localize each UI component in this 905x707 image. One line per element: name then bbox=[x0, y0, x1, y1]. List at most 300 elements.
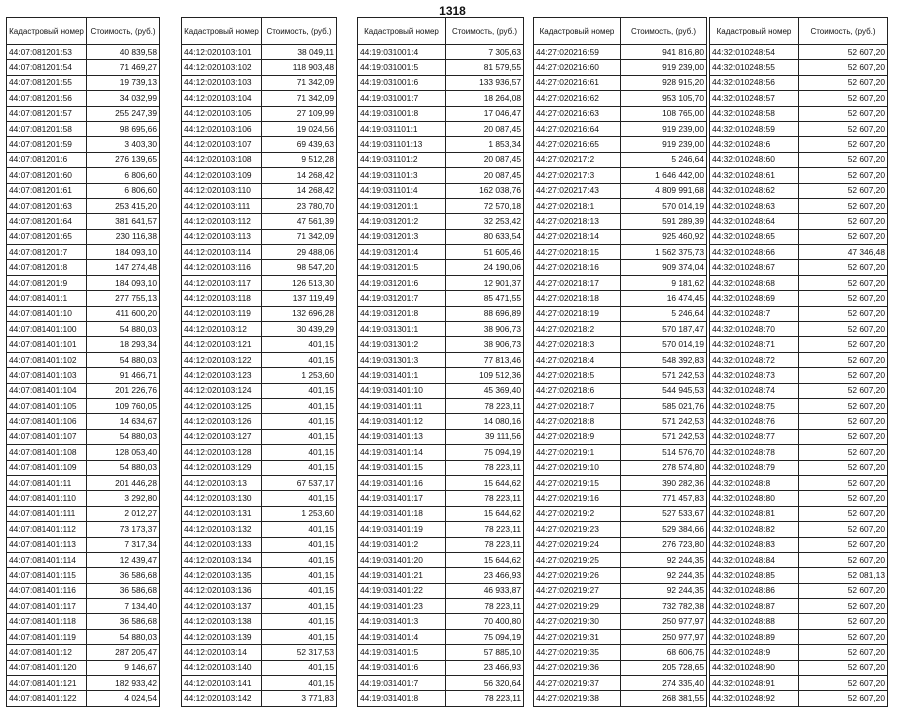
table-row bbox=[710, 398, 888, 413]
cost-cell: 250 977,97 bbox=[621, 614, 707, 629]
cost-cell: 98 695,66 bbox=[87, 121, 160, 136]
cadastral-number-cell: 44:07:081201:57 bbox=[7, 106, 87, 121]
table-row bbox=[710, 183, 888, 198]
cadastral-number-cell: 44:19:031401:19 bbox=[358, 522, 446, 537]
table-row bbox=[710, 660, 888, 675]
cadastral-number-cell: 44:19:031401:8 bbox=[358, 691, 446, 706]
cadastral-number-cell: 44:19:031001:6 bbox=[358, 75, 446, 90]
cadastral-number-cell: 44:12:020103:141 bbox=[182, 676, 262, 691]
cadastral-number-cell: 44:07:081401:109 bbox=[7, 460, 87, 475]
table-row bbox=[710, 106, 888, 121]
table-row bbox=[710, 645, 888, 660]
cadastral-number-cell: 44:07:081401:101 bbox=[7, 337, 87, 352]
cadastral-number-cell: 44:19:031401:18 bbox=[358, 506, 446, 521]
cadastral-number-cell: 44:32:010248:65 bbox=[710, 229, 799, 244]
table-row bbox=[358, 599, 524, 614]
cost-cell: 1 853,34 bbox=[446, 137, 524, 152]
cost-cell: 276 139,65 bbox=[87, 152, 160, 167]
cadastral-number-cell: 44:27:020216:65 bbox=[534, 137, 621, 152]
cadastral-number-cell: 44:27:020216:59 bbox=[534, 45, 621, 60]
cadastral-number-cell: 44:27:020218:9 bbox=[534, 429, 621, 444]
cadastral-number-cell: 44:19:031201:7 bbox=[358, 291, 446, 306]
header-cost: Стоимость, (руб.) bbox=[446, 18, 524, 45]
cost-cell: 71 342,09 bbox=[262, 91, 337, 106]
table-row bbox=[7, 198, 160, 213]
cost-cell: 109 760,05 bbox=[87, 398, 160, 413]
cost-cell: 52 607,20 bbox=[799, 168, 888, 183]
cost-cell: 277 755,13 bbox=[87, 291, 160, 306]
cost-cell: 38 906,73 bbox=[446, 322, 524, 337]
cost-cell: 1 253,60 bbox=[262, 506, 337, 521]
cost-cell: 52 607,20 bbox=[799, 460, 888, 475]
table-row bbox=[534, 337, 707, 352]
cost-cell: 1 562 375,73 bbox=[621, 245, 707, 260]
cadastral-number-cell: 44:27:020216:61 bbox=[534, 75, 621, 90]
cadastral-number-cell: 44:27:020217:43 bbox=[534, 183, 621, 198]
cadastral-number-cell: 44:27:020216:63 bbox=[534, 106, 621, 121]
cadastral-number-cell: 44:12:020103:124 bbox=[182, 383, 262, 398]
table-row bbox=[358, 414, 524, 429]
cost-cell: 133 936,57 bbox=[446, 75, 524, 90]
cadastral-number-cell: 44:12:020103:12 bbox=[182, 322, 262, 337]
cost-cell: 401,15 bbox=[262, 352, 337, 367]
cost-cell: 98 547,20 bbox=[262, 260, 337, 275]
cadastral-number-cell: 44:32:010248:79 bbox=[710, 460, 799, 475]
cost-cell: 39 111,56 bbox=[446, 429, 524, 444]
cadastral-number-cell: 44:32:010248:72 bbox=[710, 352, 799, 367]
table-row bbox=[710, 260, 888, 275]
header-cadastral-number: Кадастровый номер bbox=[7, 18, 87, 45]
cadastral-number-cell: 44:07:081401:112 bbox=[7, 522, 87, 537]
cost-cell: 52 607,20 bbox=[799, 229, 888, 244]
table-row bbox=[182, 568, 337, 583]
cost-cell: 925 460,92 bbox=[621, 229, 707, 244]
cadastral-number-cell: 44:27:020218:6 bbox=[534, 383, 621, 398]
table-row bbox=[534, 522, 707, 537]
table-row bbox=[358, 429, 524, 444]
cost-cell: 23 466,93 bbox=[446, 568, 524, 583]
table-row bbox=[358, 660, 524, 675]
table-row bbox=[182, 445, 337, 460]
cost-cell: 52 607,20 bbox=[799, 260, 888, 275]
cadastral-number-cell: 44:07:081201:6 bbox=[7, 152, 87, 167]
table-row bbox=[7, 691, 160, 706]
table-row bbox=[182, 137, 337, 152]
table-row bbox=[358, 337, 524, 352]
cost-cell: 14 268,42 bbox=[262, 183, 337, 198]
table-row bbox=[7, 245, 160, 260]
cadastral-number-cell: 44:32:010248:90 bbox=[710, 660, 799, 675]
table-row bbox=[534, 106, 707, 121]
cadastral-number-cell: 44:19:031201:5 bbox=[358, 260, 446, 275]
cost-cell: 5 246,64 bbox=[621, 306, 707, 321]
cadastral-number-cell: 44:12:020103:14 bbox=[182, 645, 262, 660]
cost-cell: 23 780,70 bbox=[262, 198, 337, 213]
cadastral-number-cell: 44:19:031101:3 bbox=[358, 168, 446, 183]
cadastral-number-cell: 44:12:020103:138 bbox=[182, 614, 262, 629]
cadastral-number-cell: 44:32:010248:63 bbox=[710, 198, 799, 213]
cadastral-number-cell: 44:07:081401:111 bbox=[7, 506, 87, 521]
cost-cell: 14 080,16 bbox=[446, 414, 524, 429]
table-row bbox=[182, 491, 337, 506]
table-row bbox=[710, 152, 888, 167]
cost-cell: 67 537,17 bbox=[262, 475, 337, 490]
table-row bbox=[534, 414, 707, 429]
cost-cell: 255 247,39 bbox=[87, 106, 160, 121]
cost-cell: 3 771,83 bbox=[262, 691, 337, 706]
cadastral-number-cell: 44:32:010248:74 bbox=[710, 383, 799, 398]
cadastral-number-cell: 44:19:031401:7 bbox=[358, 676, 446, 691]
cadastral-number-cell: 44:27:020219:36 bbox=[534, 660, 621, 675]
cadastral-number-cell: 44:19:031101:4 bbox=[358, 183, 446, 198]
cost-cell: 108 765,00 bbox=[621, 106, 707, 121]
cadastral-number-cell: 44:27:020219:27 bbox=[534, 583, 621, 598]
table-row bbox=[534, 91, 707, 106]
cost-cell: 401,15 bbox=[262, 552, 337, 567]
cost-cell: 92 244,35 bbox=[621, 552, 707, 567]
cost-cell: 52 607,20 bbox=[799, 137, 888, 152]
table-row bbox=[182, 429, 337, 444]
table-row bbox=[358, 45, 524, 60]
cost-cell: 230 116,38 bbox=[87, 229, 160, 244]
cadastral-number-cell: 44:07:081401:120 bbox=[7, 660, 87, 675]
cost-cell: 401,15 bbox=[262, 522, 337, 537]
table-row bbox=[7, 398, 160, 413]
cadastral-number-cell: 44:07:081401:102 bbox=[7, 352, 87, 367]
cost-cell: 9 146,67 bbox=[87, 660, 160, 675]
cost-cell: 5 246,64 bbox=[621, 152, 707, 167]
cost-cell: 6 806,60 bbox=[87, 168, 160, 183]
cost-cell: 78 223,11 bbox=[446, 460, 524, 475]
table-row bbox=[182, 275, 337, 290]
cost-cell: 52 317,53 bbox=[262, 645, 337, 660]
table-row bbox=[534, 75, 707, 90]
cadastral-number-cell: 44:32:010248:64 bbox=[710, 214, 799, 229]
cost-cell: 46 933,87 bbox=[446, 583, 524, 598]
cadastral-number-cell: 44:32:010248:81 bbox=[710, 506, 799, 521]
table-row bbox=[182, 229, 337, 244]
table-row bbox=[7, 506, 160, 521]
cadastral-number-cell: 44:32:010248:75 bbox=[710, 398, 799, 413]
table-row bbox=[7, 368, 160, 383]
header-cost: Стоимость, (руб.) bbox=[799, 18, 888, 45]
cost-cell: 909 374,04 bbox=[621, 260, 707, 275]
cadastral-number-cell: 44:32:010248:59 bbox=[710, 121, 799, 136]
cadastral-number-cell: 44:19:031101:1 bbox=[358, 121, 446, 136]
cadastral-number-cell: 44:32:010248:84 bbox=[710, 552, 799, 567]
table-row bbox=[534, 291, 707, 306]
cadastral-number-cell: 44:27:020217:3 bbox=[534, 168, 621, 183]
cost-cell: 147 274,48 bbox=[87, 260, 160, 275]
cost-cell: 201 446,28 bbox=[87, 475, 160, 490]
cost-cell: 30 439,29 bbox=[262, 322, 337, 337]
table-row bbox=[710, 60, 888, 75]
table-row bbox=[534, 198, 707, 213]
table-row bbox=[534, 491, 707, 506]
table-row bbox=[534, 475, 707, 490]
table-row bbox=[534, 260, 707, 275]
cadastral-number-cell: 44:12:020103:127 bbox=[182, 429, 262, 444]
cadastral-number-cell: 44:19:031201:4 bbox=[358, 245, 446, 260]
cost-cell: 401,15 bbox=[262, 383, 337, 398]
cost-cell: 38 906,73 bbox=[446, 337, 524, 352]
table-row bbox=[182, 599, 337, 614]
table-row bbox=[7, 475, 160, 490]
cadastral-number-cell: 44:27:020219:30 bbox=[534, 614, 621, 629]
cadastral-number-cell: 44:27:020218:3 bbox=[534, 337, 621, 352]
cadastral-number-cell: 44:12:020103:134 bbox=[182, 552, 262, 567]
table-row bbox=[710, 75, 888, 90]
table-row bbox=[358, 460, 524, 475]
table-row bbox=[534, 614, 707, 629]
cadastral-number-cell: 44:07:081401:119 bbox=[7, 629, 87, 644]
cadastral-number-cell: 44:32:010248:57 bbox=[710, 91, 799, 106]
cost-cell: 52 607,20 bbox=[799, 45, 888, 60]
table-row bbox=[7, 537, 160, 552]
header-cadastral-number: Кадастровый номер bbox=[534, 18, 621, 45]
cadastral-number-cell: 44:32:010248:85 bbox=[710, 568, 799, 583]
cost-cell: 919 239,00 bbox=[621, 60, 707, 75]
cadastral-number-cell: 44:12:020103:118 bbox=[182, 291, 262, 306]
cost-cell: 411 600,20 bbox=[87, 306, 160, 321]
table-row bbox=[182, 460, 337, 475]
cadastral-number-cell: 44:32:010248:83 bbox=[710, 537, 799, 552]
table-row bbox=[710, 352, 888, 367]
table-row bbox=[534, 568, 707, 583]
cadastral-number-cell: 44:32:010248:6 bbox=[710, 137, 799, 152]
cadastral-number-cell: 44:07:081401:121 bbox=[7, 676, 87, 691]
cost-cell: 941 816,80 bbox=[621, 45, 707, 60]
cost-cell: 52 607,20 bbox=[799, 106, 888, 121]
cadastral-number-cell: 44:12:020103:117 bbox=[182, 275, 262, 290]
cadastral-number-cell: 44:19:031401:11 bbox=[358, 398, 446, 413]
cadastral-number-cell: 44:27:020219:29 bbox=[534, 599, 621, 614]
table-row bbox=[534, 583, 707, 598]
table-row bbox=[710, 168, 888, 183]
table-row bbox=[7, 660, 160, 675]
cadastral-number-cell: 44:19:031401:20 bbox=[358, 552, 446, 567]
cost-cell: 52 607,20 bbox=[799, 414, 888, 429]
cost-cell: 75 094,19 bbox=[446, 629, 524, 644]
cadastral-number-cell: 44:12:020103:106 bbox=[182, 121, 262, 136]
cadastral-number-cell: 44:27:020216:62 bbox=[534, 91, 621, 106]
table-row bbox=[7, 599, 160, 614]
table-row bbox=[534, 645, 707, 660]
cost-cell: 401,15 bbox=[262, 583, 337, 598]
table-row bbox=[7, 60, 160, 75]
cost-cell: 52 607,20 bbox=[799, 121, 888, 136]
cadastral-number-cell: 44:12:020103:114 bbox=[182, 245, 262, 260]
cost-cell: 919 239,00 bbox=[621, 137, 707, 152]
table-row bbox=[7, 275, 160, 290]
table-row bbox=[7, 676, 160, 691]
table-row bbox=[7, 337, 160, 352]
cost-cell: 268 381,55 bbox=[621, 691, 707, 706]
cadastral-number-cell: 44:19:031401:3 bbox=[358, 614, 446, 629]
cadastral-number-cell: 44:32:010248:54 bbox=[710, 45, 799, 60]
cost-cell: 14 268,42 bbox=[262, 168, 337, 183]
cost-cell: 401,15 bbox=[262, 568, 337, 583]
table-row bbox=[358, 645, 524, 660]
table-row bbox=[182, 75, 337, 90]
table-row bbox=[358, 75, 524, 90]
cost-cell: 36 586,68 bbox=[87, 583, 160, 598]
cadastral-number-cell: 44:27:020219:23 bbox=[534, 522, 621, 537]
cost-cell: 401,15 bbox=[262, 676, 337, 691]
cadastral-number-cell: 44:27:020218:8 bbox=[534, 414, 621, 429]
cadastral-number-cell: 44:07:081401:104 bbox=[7, 383, 87, 398]
table-row bbox=[182, 91, 337, 106]
cost-cell: 52 607,20 bbox=[799, 583, 888, 598]
cost-cell: 591 289,39 bbox=[621, 214, 707, 229]
cadastral-number-cell: 44:12:020103:139 bbox=[182, 629, 262, 644]
table-row bbox=[358, 322, 524, 337]
table-row bbox=[534, 322, 707, 337]
table-row bbox=[710, 414, 888, 429]
table-row bbox=[710, 552, 888, 567]
table-row bbox=[358, 491, 524, 506]
table-row bbox=[7, 445, 160, 460]
table-row bbox=[534, 214, 707, 229]
table-row bbox=[7, 583, 160, 598]
table-row bbox=[182, 198, 337, 213]
cost-cell: 184 093,10 bbox=[87, 245, 160, 260]
cost-cell: 52 607,20 bbox=[799, 691, 888, 706]
cadastral-number-cell: 44:12:020103:113 bbox=[182, 229, 262, 244]
cost-cell: 4 809 991,68 bbox=[621, 183, 707, 198]
cadastral-number-cell: 44:07:081201:58 bbox=[7, 121, 87, 136]
cost-cell: 527 533,67 bbox=[621, 506, 707, 521]
cadastral-number-cell: 44:19:031201:3 bbox=[358, 229, 446, 244]
table-row bbox=[710, 506, 888, 521]
cost-cell: 15 644,62 bbox=[446, 475, 524, 490]
cost-cell: 401,15 bbox=[262, 398, 337, 413]
cost-cell: 52 607,20 bbox=[799, 537, 888, 552]
table-row bbox=[358, 383, 524, 398]
cadastral-number-cell: 44:12:020103:132 bbox=[182, 522, 262, 537]
table-row bbox=[182, 60, 337, 75]
cost-cell: 118 903,48 bbox=[262, 60, 337, 75]
cadastral-number-cell: 44:32:010248:58 bbox=[710, 106, 799, 121]
cost-cell: 16 474,45 bbox=[621, 291, 707, 306]
cost-cell: 401,15 bbox=[262, 614, 337, 629]
cost-cell: 6 806,60 bbox=[87, 183, 160, 198]
table-row bbox=[7, 106, 160, 121]
cost-cell: 20 087,45 bbox=[446, 152, 524, 167]
cost-cell: 36 586,68 bbox=[87, 614, 160, 629]
cadastral-number-cell: 44:12:020103:121 bbox=[182, 337, 262, 352]
cadastral-number-cell: 44:12:020103:109 bbox=[182, 168, 262, 183]
cadastral-number-cell: 44:19:031001:7 bbox=[358, 91, 446, 106]
cost-cell: 23 466,93 bbox=[446, 660, 524, 675]
table-row bbox=[358, 106, 524, 121]
table-row bbox=[182, 245, 337, 260]
cadastral-number-cell: 44:19:031301:3 bbox=[358, 352, 446, 367]
table-row bbox=[534, 229, 707, 244]
table-row bbox=[710, 229, 888, 244]
cadastral-number-cell: 44:12:020103:105 bbox=[182, 106, 262, 121]
cost-cell: 137 119,49 bbox=[262, 291, 337, 306]
table-row bbox=[7, 352, 160, 367]
cadastral-number-cell: 44:32:010248:71 bbox=[710, 337, 799, 352]
table-row bbox=[710, 460, 888, 475]
cost-cell: 29 488,06 bbox=[262, 245, 337, 260]
cadastral-number-cell: 44:07:081401:100 bbox=[7, 322, 87, 337]
cost-cell: 72 570,18 bbox=[446, 198, 524, 213]
cadastral-number-cell: 44:27:020218:14 bbox=[534, 229, 621, 244]
cost-cell: 9 181,62 bbox=[621, 275, 707, 290]
table-row bbox=[534, 45, 707, 60]
cost-cell: 54 880,03 bbox=[87, 460, 160, 475]
cost-cell: 71 342,09 bbox=[262, 229, 337, 244]
cadastral-number-cell: 44:07:081201:9 bbox=[7, 275, 87, 290]
cost-cell: 20 087,45 bbox=[446, 168, 524, 183]
cost-cell: 56 320,64 bbox=[446, 676, 524, 691]
cadastral-number-cell: 44:32:010248:92 bbox=[710, 691, 799, 706]
table-row bbox=[358, 168, 524, 183]
table-row bbox=[7, 75, 160, 90]
cadastral-number-cell: 44:07:081201:54 bbox=[7, 60, 87, 75]
cost-cell: 78 223,11 bbox=[446, 398, 524, 413]
cost-cell: 52 607,20 bbox=[799, 475, 888, 490]
table-row bbox=[534, 368, 707, 383]
table-row bbox=[7, 137, 160, 152]
cadastral-table-1 bbox=[6, 17, 160, 707]
header-cost: Стоимость, (руб.) bbox=[621, 18, 707, 45]
table-row bbox=[534, 60, 707, 75]
table-row bbox=[182, 614, 337, 629]
cadastral-number-cell: 44:19:031101:13 bbox=[358, 137, 446, 152]
table-row bbox=[7, 306, 160, 321]
cost-cell: 928 915,20 bbox=[621, 75, 707, 90]
cadastral-number-cell: 44:12:020103:133 bbox=[182, 537, 262, 552]
cadastral-number-cell: 44:12:020103:136 bbox=[182, 583, 262, 598]
cadastral-number-cell: 44:27:020218:5 bbox=[534, 368, 621, 383]
cost-cell: 69 439,63 bbox=[262, 137, 337, 152]
table-row bbox=[358, 445, 524, 460]
cost-cell: 52 607,20 bbox=[799, 552, 888, 567]
cadastral-number-cell: 44:27:020219:35 bbox=[534, 645, 621, 660]
cadastral-number-cell: 44:12:020103:122 bbox=[182, 352, 262, 367]
cost-cell: 78 223,11 bbox=[446, 522, 524, 537]
cadastral-number-cell: 44:12:020103:107 bbox=[182, 137, 262, 152]
table-row bbox=[710, 322, 888, 337]
cadastral-number-cell: 44:27:020216:64 bbox=[534, 121, 621, 136]
cost-cell: 77 813,46 bbox=[446, 352, 524, 367]
table-row bbox=[710, 568, 888, 583]
cost-cell: 571 242,53 bbox=[621, 429, 707, 444]
cost-cell: 18 264,08 bbox=[446, 91, 524, 106]
table-row bbox=[182, 368, 337, 383]
cadastral-number-cell: 44:12:020103:129 bbox=[182, 460, 262, 475]
cost-cell: 47 346,48 bbox=[799, 245, 888, 260]
table-row bbox=[182, 660, 337, 675]
cadastral-number-cell: 44:19:031201:2 bbox=[358, 214, 446, 229]
table-row bbox=[7, 522, 160, 537]
cadastral-number-cell: 44:19:031401:2 bbox=[358, 537, 446, 552]
table-row bbox=[534, 152, 707, 167]
cadastral-number-cell: 44:32:010248:88 bbox=[710, 614, 799, 629]
table-row bbox=[710, 368, 888, 383]
cost-cell: 15 644,62 bbox=[446, 506, 524, 521]
table-row bbox=[710, 583, 888, 598]
cost-cell: 401,15 bbox=[262, 629, 337, 644]
cost-cell: 24 190,06 bbox=[446, 260, 524, 275]
table-row bbox=[710, 445, 888, 460]
cadastral-number-cell: 44:32:010248:67 bbox=[710, 260, 799, 275]
cost-cell: 3 292,80 bbox=[87, 491, 160, 506]
cost-cell: 27 109,99 bbox=[262, 106, 337, 121]
